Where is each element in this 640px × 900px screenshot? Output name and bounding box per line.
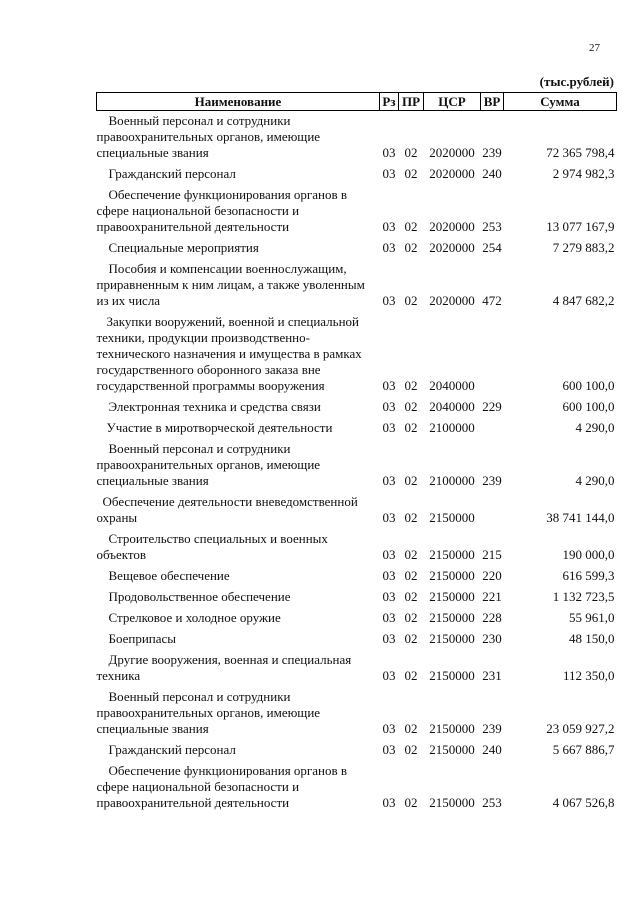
table-row [97,164,617,185]
row-vr: 231 [482,668,502,683]
row-sum: 7 279 883,2 [552,240,615,255]
row-csr: 2100000 [429,473,475,488]
table-row [97,111,617,165]
row-csr: 2150000 [429,589,475,604]
table-body [97,111,617,815]
row-rz: 03 [382,399,396,414]
row-vr: 240 [482,742,502,757]
row-pr: 02 [404,631,418,646]
row-sum: 4 067 526,8 [552,795,615,810]
table-row [97,259,617,312]
column-header-vr: ВР [481,93,504,111]
row-sum: 5 667 886,7 [552,742,615,757]
row-vr: 239 [482,721,502,736]
row-pr: 02 [404,378,418,393]
row-rz: 03 [382,510,396,525]
row-csr: 2020000 [429,293,475,308]
table-row [97,650,617,687]
row-vr: 254 [482,240,502,255]
table-row [97,587,617,608]
table-header [97,93,617,111]
column-header-sum: Сумма [504,93,617,111]
column-header-name: Наименование [97,93,380,111]
row-sum: 72 365 798,4 [546,145,615,160]
row-sum: 112 350,0 [562,668,615,683]
row-vr: 215 [482,547,502,562]
column-header-pr: ПР [399,93,424,111]
row-name: Гражданский персонал [108,742,236,757]
row-csr: 2150000 [429,610,475,625]
row-rz: 03 [382,610,396,625]
row-rz: 03 [382,240,396,255]
row-sum: 190 000,0 [562,547,615,562]
row-rz: 03 [382,795,396,810]
row-rz: 03 [382,631,396,646]
table-row [97,418,617,439]
row-sum: 616 599,3 [562,568,615,583]
table-row [97,629,617,650]
row-name: Продовольственное обеспечение [108,589,291,604]
row-name: Военный персонал и сотрудники правоохранительных органов, имеющие специальные звания [96,441,321,488]
row-vr: 228 [482,610,502,625]
row-rz: 03 [382,219,396,234]
table-row [97,529,617,566]
row-vr: 472 [482,293,502,308]
row-name: Вещевое обеспечение [108,568,230,583]
row-name: Обеспечение функционирования органов в сфере национальной безопасности и правоохранительной деятельности [96,763,348,810]
row-name: Другие вооружения, военная и специальная техника [96,652,352,683]
table-row [97,687,617,740]
table-row [97,439,617,492]
row-sum: 4 290,0 [575,420,615,435]
row-csr: 2040000 [429,399,475,414]
column-header-rz: Рз [380,93,399,111]
row-sum: 55 961,0 [569,610,615,625]
row-rz: 03 [382,668,396,683]
row-sum: 4 847 682,2 [552,293,615,308]
row-pr: 02 [404,293,418,308]
row-name: Боеприпасы [108,631,177,646]
page-number: 27 [589,42,600,54]
row-rz: 03 [382,293,396,308]
row-pr: 02 [404,399,418,414]
row-vr [481,312,504,397]
row-name: Гражданский персонал [108,166,236,181]
row-pr: 02 [404,145,418,160]
row-vr: 239 [482,145,502,160]
row-vr [481,418,504,439]
row-pr: 02 [404,510,418,525]
row-name: Военный персонал и сотрудники правоохранительных органов, имеющие специальные звания [96,689,321,736]
row-csr: 2020000 [429,166,475,181]
row-pr: 02 [404,795,418,810]
row-pr: 02 [404,473,418,488]
table-row [97,397,617,418]
row-csr: 2040000 [429,378,475,393]
row-name: Обеспечение деятельности вневедомственной охраны [96,494,358,525]
units-label: (тыс.рублей) [539,74,614,89]
row-vr: 253 [482,219,502,234]
row-rz: 03 [382,721,396,736]
row-pr: 02 [404,166,418,181]
row-vr: 229 [482,399,502,414]
row-sum: 600 100,0 [562,399,615,414]
row-pr: 02 [404,547,418,562]
table-row [97,566,617,587]
row-vr: 230 [482,631,502,646]
row-name: Участие в миротворческой деятельности [106,420,333,435]
row-sum: 13 077 167,9 [546,219,615,234]
row-rz: 03 [382,378,396,393]
row-sum: 48 150,0 [569,631,615,646]
table-row [97,492,617,529]
row-sum: 23 059 927,2 [546,721,615,736]
budget-table [96,92,617,814]
row-rz: 03 [382,166,396,181]
row-csr: 2150000 [429,668,475,683]
row-name: Специальные мероприятия [108,240,259,255]
row-name: Обеспечение функционирования органов в сфере национальной безопасности и правоохранительной деятельности [96,187,348,234]
row-sum: 4 290,0 [575,473,615,488]
row-csr: 2150000 [429,795,475,810]
row-name: Стрелковое и холодное оружие [108,610,281,625]
row-name: Закупки вооружений, военной и специальной техники, продукции производственно-технического назначения и имущества в рамках государственного оборонного заказа вне государственной программы вооружения [96,314,362,393]
row-vr: 253 [482,795,502,810]
row-pr: 02 [404,721,418,736]
table-row [97,761,617,814]
table-row [97,185,617,238]
row-csr: 2020000 [429,145,475,160]
column-header-csr: ЦСР [424,93,481,111]
row-sum: 600 100,0 [562,378,615,393]
row-csr: 2020000 [429,219,475,234]
row-vr: 239 [482,473,502,488]
row-name: Военный персонал и сотрудники правоохранительных органов, имеющие специальные звания [96,113,321,160]
row-csr: 2150000 [429,510,475,525]
row-rz: 03 [382,420,396,435]
row-pr: 02 [404,742,418,757]
row-vr: 221 [482,589,502,604]
table-row [97,312,617,397]
row-rz: 03 [382,473,396,488]
row-rz: 03 [382,547,396,562]
row-rz: 03 [382,742,396,757]
row-vr: 240 [482,166,502,181]
row-csr: 2150000 [429,721,475,736]
row-pr: 02 [404,610,418,625]
row-rz: 03 [382,145,396,160]
table-row [97,238,617,259]
table-row [97,740,617,761]
row-pr: 02 [404,420,418,435]
row-sum: 2 974 982,3 [552,166,615,181]
row-vr: 220 [482,568,502,583]
row-name: Пособия и компенсации военнослужащим, приравненным к ним лицам, а также уволенным из их числа [96,261,365,308]
row-csr: 2100000 [429,420,475,435]
row-csr: 2150000 [429,568,475,583]
row-name: Строительство специальных и военных объектов [96,531,328,562]
table-row [97,608,617,629]
row-sum: 38 741 144,0 [546,510,615,525]
row-csr: 2150000 [429,547,475,562]
row-pr: 02 [404,589,418,604]
row-csr: 2020000 [429,240,475,255]
row-pr: 02 [404,568,418,583]
row-pr: 02 [404,240,418,255]
row-csr: 2150000 [429,631,475,646]
row-rz: 03 [382,589,396,604]
row-vr [481,492,504,529]
row-name: Электронная техника и средства связи [108,399,321,414]
row-pr: 02 [404,219,418,234]
row-sum: 1 132 723,5 [552,589,615,604]
row-rz: 03 [382,568,396,583]
row-pr: 02 [404,668,418,683]
row-csr: 2150000 [429,742,475,757]
